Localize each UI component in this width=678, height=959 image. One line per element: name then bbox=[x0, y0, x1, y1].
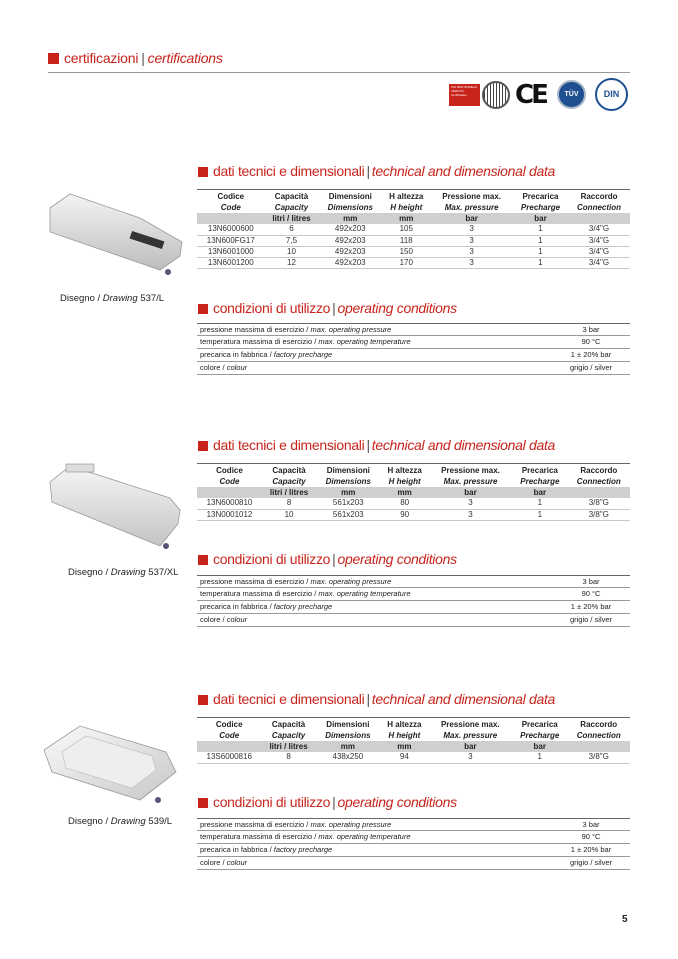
condition-row bbox=[197, 857, 630, 870]
col-pressure: Pressione max. bbox=[430, 190, 513, 203]
cell: 170 bbox=[382, 257, 430, 268]
cell: 10 bbox=[262, 509, 316, 520]
condition-value: grigio / silver bbox=[569, 858, 613, 867]
caption-it: Disegno / bbox=[68, 816, 111, 827]
cell: 3 bbox=[430, 246, 513, 257]
unit-cell: litri / litres bbox=[261, 741, 315, 752]
cell: 561x203 bbox=[316, 498, 380, 509]
cell: 492x203 bbox=[318, 257, 382, 268]
cell: 13N6000810 bbox=[197, 498, 262, 509]
condition-label-it: colore / bbox=[200, 615, 227, 624]
col-height: H altezza bbox=[380, 464, 429, 477]
col-connection-en: Connection bbox=[576, 730, 621, 740]
cell: 3/8"G bbox=[568, 498, 630, 509]
col-code: Codice bbox=[197, 190, 265, 203]
title-separator: | bbox=[332, 794, 336, 810]
col-code-en: Code bbox=[219, 730, 240, 740]
condition-value: grigio / silver bbox=[569, 363, 613, 372]
cond-title-en: operating conditions bbox=[337, 551, 457, 567]
cell: 7,5 bbox=[265, 235, 319, 246]
cell: 3 bbox=[429, 509, 512, 520]
cell: 492x203 bbox=[318, 224, 382, 235]
cond-title-it: condizioni di utilizzo bbox=[213, 300, 331, 316]
cell: 1 bbox=[512, 509, 567, 520]
col-capacity-en: Capacity bbox=[272, 476, 306, 486]
table-row bbox=[197, 224, 630, 235]
title-square-icon bbox=[198, 441, 208, 451]
unit-cell: mm bbox=[380, 741, 429, 752]
cell: 13N6001000 bbox=[197, 246, 265, 257]
cell: 3/4"G bbox=[568, 257, 630, 268]
cell: 3 bbox=[429, 752, 512, 763]
caption-code: 537/L bbox=[137, 293, 165, 304]
col-capacity: Capacità bbox=[261, 718, 315, 731]
tech-data-title bbox=[198, 691, 555, 707]
cell: 1 bbox=[513, 246, 568, 257]
col-dimensions: Dimensioni bbox=[316, 464, 380, 477]
title-separator: | bbox=[332, 300, 336, 316]
caption-code: 539/L bbox=[145, 816, 173, 827]
cell: 13S6000816 bbox=[197, 752, 261, 763]
unit-cell bbox=[568, 213, 630, 224]
cond-title-it: condizioni di utilizzo bbox=[213, 794, 331, 810]
cell: 1 bbox=[513, 257, 568, 268]
cond-title-en: operating conditions bbox=[337, 794, 457, 810]
condition-label-it: temperatura massima di esercizio / bbox=[200, 589, 319, 598]
condition-row bbox=[197, 818, 630, 831]
condition-value: grigio / silver bbox=[569, 615, 613, 624]
cell: 1 bbox=[512, 752, 568, 763]
cell: 90 bbox=[380, 509, 429, 520]
unit-cell bbox=[197, 487, 262, 498]
condition-value: 3 bar bbox=[582, 325, 600, 334]
title-separator: | bbox=[332, 551, 336, 567]
title-separator: | bbox=[366, 691, 370, 707]
col-height-en: H height bbox=[390, 202, 423, 212]
condition-row bbox=[197, 844, 630, 857]
condition-value: 1 ± 20% bar bbox=[570, 602, 612, 611]
col-precharge-en: Precharge bbox=[520, 730, 560, 740]
cell: 3 bbox=[430, 235, 513, 246]
header-separator: | bbox=[141, 50, 145, 66]
col-connection-en: Connection bbox=[577, 202, 622, 212]
condition-value: 90 °C bbox=[581, 589, 601, 598]
drawing-caption bbox=[68, 567, 178, 578]
conditions-table bbox=[197, 818, 630, 870]
condition-row bbox=[197, 362, 630, 375]
table-row bbox=[197, 257, 630, 268]
table-row bbox=[197, 498, 630, 509]
condition-label-en: colour bbox=[226, 363, 248, 372]
table-row bbox=[197, 246, 630, 257]
drawing-caption bbox=[60, 293, 164, 304]
condition-value: 90 °C bbox=[581, 832, 601, 841]
conditions-table bbox=[197, 323, 630, 375]
unit-cell: mm bbox=[318, 213, 382, 224]
condition-label-en: max. operating temperature bbox=[318, 337, 411, 346]
condition-label-it: colore / bbox=[200, 858, 227, 867]
col-connection: Raccordo bbox=[568, 718, 631, 731]
title-square-icon bbox=[198, 798, 208, 808]
cell: 13N6000600 bbox=[197, 224, 265, 235]
cell: 3 bbox=[429, 498, 512, 509]
unit-cell: mm bbox=[380, 487, 429, 498]
cell: 8 bbox=[261, 752, 315, 763]
title-square-icon bbox=[198, 555, 208, 565]
condition-label-en: colour bbox=[226, 615, 248, 624]
cell: 3 bbox=[430, 257, 513, 268]
condition-row bbox=[197, 831, 630, 844]
caption-code: 537/XL bbox=[145, 567, 179, 578]
tech-title-en: technical and dimensional data bbox=[371, 163, 556, 179]
col-dimensions: Dimensioni bbox=[318, 190, 382, 203]
cell: 1 bbox=[513, 235, 568, 246]
col-pressure: Pressione max. bbox=[429, 718, 512, 731]
condition-label-en: max. operating temperature bbox=[318, 832, 411, 841]
col-height: H altezza bbox=[380, 718, 429, 731]
condition-label-it: pressione massima di esercizio / bbox=[200, 577, 311, 586]
condition-label-it: colore / bbox=[200, 363, 227, 372]
din-logo: DIN bbox=[595, 78, 628, 111]
tech-data-table bbox=[197, 463, 630, 521]
cell: 80 bbox=[380, 498, 429, 509]
condition-row bbox=[197, 349, 630, 362]
unit-cell bbox=[568, 487, 630, 498]
cell: 3/4"G bbox=[568, 224, 630, 235]
cell: 1 bbox=[513, 224, 568, 235]
col-height: H altezza bbox=[382, 190, 430, 203]
caption-it: Disegno / bbox=[60, 293, 103, 304]
cell: 10 bbox=[265, 246, 319, 257]
cell: 105 bbox=[382, 224, 430, 235]
col-capacity: Capacità bbox=[262, 464, 316, 477]
conditions-title bbox=[198, 300, 457, 316]
condition-row bbox=[197, 614, 630, 627]
cell: 3/8"G bbox=[568, 509, 630, 520]
col-precharge: Precarica bbox=[512, 464, 567, 477]
unit-cell: litri / litres bbox=[262, 487, 316, 498]
tech-data-title bbox=[198, 163, 555, 179]
col-code: Codice bbox=[197, 718, 261, 731]
condition-label-en: max. operating pressure bbox=[310, 820, 392, 829]
unit-cell: mm bbox=[316, 487, 380, 498]
col-code-en: Code bbox=[219, 476, 240, 486]
condition-label-it: temperatura massima di esercizio / bbox=[200, 832, 319, 841]
tech-title-it: dati tecnici e dimensionali bbox=[213, 163, 365, 179]
unit-cell bbox=[197, 213, 265, 224]
cell: 94 bbox=[380, 752, 429, 763]
iso-bureau-veritas-logo: ISO 9001 BUREAU VERITAS Certification bbox=[449, 84, 480, 106]
cell: 13N600FG17 bbox=[197, 235, 265, 246]
condition-row bbox=[197, 336, 630, 349]
table-row bbox=[197, 235, 630, 246]
col-pressure: Pressione max. bbox=[429, 464, 512, 477]
header-title-it: certificazioni bbox=[64, 50, 139, 66]
cell: 13N6001200 bbox=[197, 257, 265, 268]
col-code: Codice bbox=[197, 464, 262, 477]
page-header bbox=[48, 50, 223, 66]
unit-cell: bar bbox=[512, 741, 568, 752]
unit-cell: bar bbox=[430, 213, 513, 224]
tech-data-table bbox=[197, 717, 630, 764]
unit-cell bbox=[568, 741, 631, 752]
condition-label-en: colour bbox=[226, 858, 248, 867]
page-number: 5 bbox=[622, 914, 628, 925]
col-capacity-en: Capacity bbox=[271, 730, 306, 740]
title-square-icon bbox=[198, 695, 208, 705]
cell: 12 bbox=[265, 257, 319, 268]
col-precharge: Precarica bbox=[512, 718, 568, 731]
title-square-icon bbox=[198, 167, 208, 177]
header-divider bbox=[48, 72, 630, 73]
condition-label-it: pressione massima di esercizio / bbox=[200, 820, 311, 829]
table-row bbox=[197, 752, 630, 763]
cell: 6 bbox=[265, 224, 319, 235]
cell: 1 bbox=[512, 498, 567, 509]
tank-drawing-539-l bbox=[40, 712, 190, 807]
col-capacity-en: Capacity bbox=[274, 202, 309, 212]
col-pressure-en: Max. pressure bbox=[444, 202, 499, 212]
cond-title-en: operating conditions bbox=[337, 300, 457, 316]
col-connection: Raccordo bbox=[568, 190, 630, 203]
condition-value: 1 ± 20% bar bbox=[570, 845, 612, 854]
tech-data-title bbox=[198, 437, 555, 453]
tech-title-it: dati tecnici e dimensionali bbox=[213, 437, 365, 453]
condition-value: 3 bar bbox=[582, 577, 600, 586]
header-title-en: certifications bbox=[147, 50, 223, 66]
drawing-caption bbox=[68, 816, 172, 827]
col-dimensions: Dimensioni bbox=[316, 718, 380, 731]
condition-row bbox=[197, 601, 630, 614]
col-capacity: Capacità bbox=[265, 190, 319, 203]
cell: 3/4"G bbox=[568, 246, 630, 257]
cell: 438x250 bbox=[316, 752, 380, 763]
unit-cell: mm bbox=[316, 741, 380, 752]
col-dimensions-en: Dimensions bbox=[325, 476, 371, 486]
col-connection-en: Connection bbox=[576, 476, 621, 486]
tech-title-it: dati tecnici e dimensionali bbox=[213, 691, 365, 707]
tank-drawing-537-xl bbox=[40, 458, 190, 553]
caption-en: Drawing bbox=[110, 567, 146, 578]
title-separator: | bbox=[366, 437, 370, 453]
cell: 492x203 bbox=[318, 235, 382, 246]
cond-title-it: condizioni di utilizzo bbox=[213, 551, 331, 567]
conditions-title bbox=[198, 551, 457, 567]
col-precharge-en: Precharge bbox=[520, 202, 561, 212]
col-precharge-en: Precharge bbox=[520, 476, 560, 486]
tech-title-en: technical and dimensional data bbox=[371, 437, 556, 453]
condition-label-it: precarica in fabbrica / bbox=[200, 350, 274, 359]
caption-en: Drawing bbox=[102, 293, 138, 304]
cell: 8 bbox=[262, 498, 316, 509]
col-precharge: Precarica bbox=[513, 190, 568, 203]
condition-value: 1 ± 20% bar bbox=[570, 350, 612, 359]
unit-cell bbox=[197, 741, 261, 752]
conditions-table bbox=[197, 575, 630, 627]
col-dimensions-en: Dimensions bbox=[325, 730, 371, 740]
condition-label-it: temperatura massima di esercizio / bbox=[200, 337, 319, 346]
col-connection: Raccordo bbox=[568, 464, 630, 477]
tech-title-en: technical and dimensional data bbox=[371, 691, 556, 707]
cell: 561x203 bbox=[316, 509, 380, 520]
col-pressure-en: Max. pressure bbox=[443, 730, 498, 740]
bureau-veritas-seal-icon bbox=[482, 81, 510, 109]
caption-it: Disegno / bbox=[68, 567, 111, 578]
ce-mark-logo: CE bbox=[515, 80, 546, 110]
title-separator: | bbox=[366, 163, 370, 179]
cell: 118 bbox=[382, 235, 430, 246]
cell: 150 bbox=[382, 246, 430, 257]
header-square-icon bbox=[48, 53, 59, 64]
title-square-icon bbox=[198, 304, 208, 314]
condition-row bbox=[197, 588, 630, 601]
condition-label-it: pressione massima di esercizio / bbox=[200, 325, 311, 334]
condition-label-en: factory precharge bbox=[273, 350, 333, 359]
unit-cell: bar bbox=[513, 213, 568, 224]
conditions-title bbox=[198, 794, 457, 810]
condition-label-en: factory precharge bbox=[273, 602, 333, 611]
unit-cell: bar bbox=[429, 487, 512, 498]
condition-label-en: max. operating pressure bbox=[310, 577, 392, 586]
condition-label-it: precarica in fabbrica / bbox=[200, 845, 274, 854]
condition-value: 3 bar bbox=[582, 820, 600, 829]
col-pressure-en: Max. pressure bbox=[443, 476, 498, 486]
col-code-en: Code bbox=[220, 202, 241, 212]
cell: 3 bbox=[430, 224, 513, 235]
tuv-logo: TÜV bbox=[557, 80, 586, 109]
condition-label-en: max. operating pressure bbox=[310, 325, 392, 334]
cell: 3/8"G bbox=[568, 752, 631, 763]
col-dimensions-en: Dimensions bbox=[327, 202, 373, 212]
condition-row bbox=[197, 575, 630, 588]
unit-cell: bar bbox=[429, 741, 512, 752]
col-height-en: H height bbox=[388, 730, 421, 740]
condition-label-en: max. operating temperature bbox=[318, 589, 411, 598]
table-row bbox=[197, 509, 630, 520]
cell: 3/4"G bbox=[568, 235, 630, 246]
unit-cell: bar bbox=[512, 487, 567, 498]
cell: 13N0001012 bbox=[197, 509, 262, 520]
condition-label-en: factory precharge bbox=[273, 845, 333, 854]
tank-drawing-537-l bbox=[40, 190, 190, 280]
unit-cell: litri / litres bbox=[265, 213, 319, 224]
condition-row bbox=[197, 323, 630, 336]
unit-cell: mm bbox=[382, 213, 430, 224]
condition-value: 90 °C bbox=[581, 337, 601, 346]
cell: 492x203 bbox=[318, 246, 382, 257]
caption-en: Drawing bbox=[110, 816, 146, 827]
condition-label-it: precarica in fabbrica / bbox=[200, 602, 274, 611]
tech-data-table bbox=[197, 189, 630, 269]
col-height-en: H height bbox=[388, 476, 421, 486]
